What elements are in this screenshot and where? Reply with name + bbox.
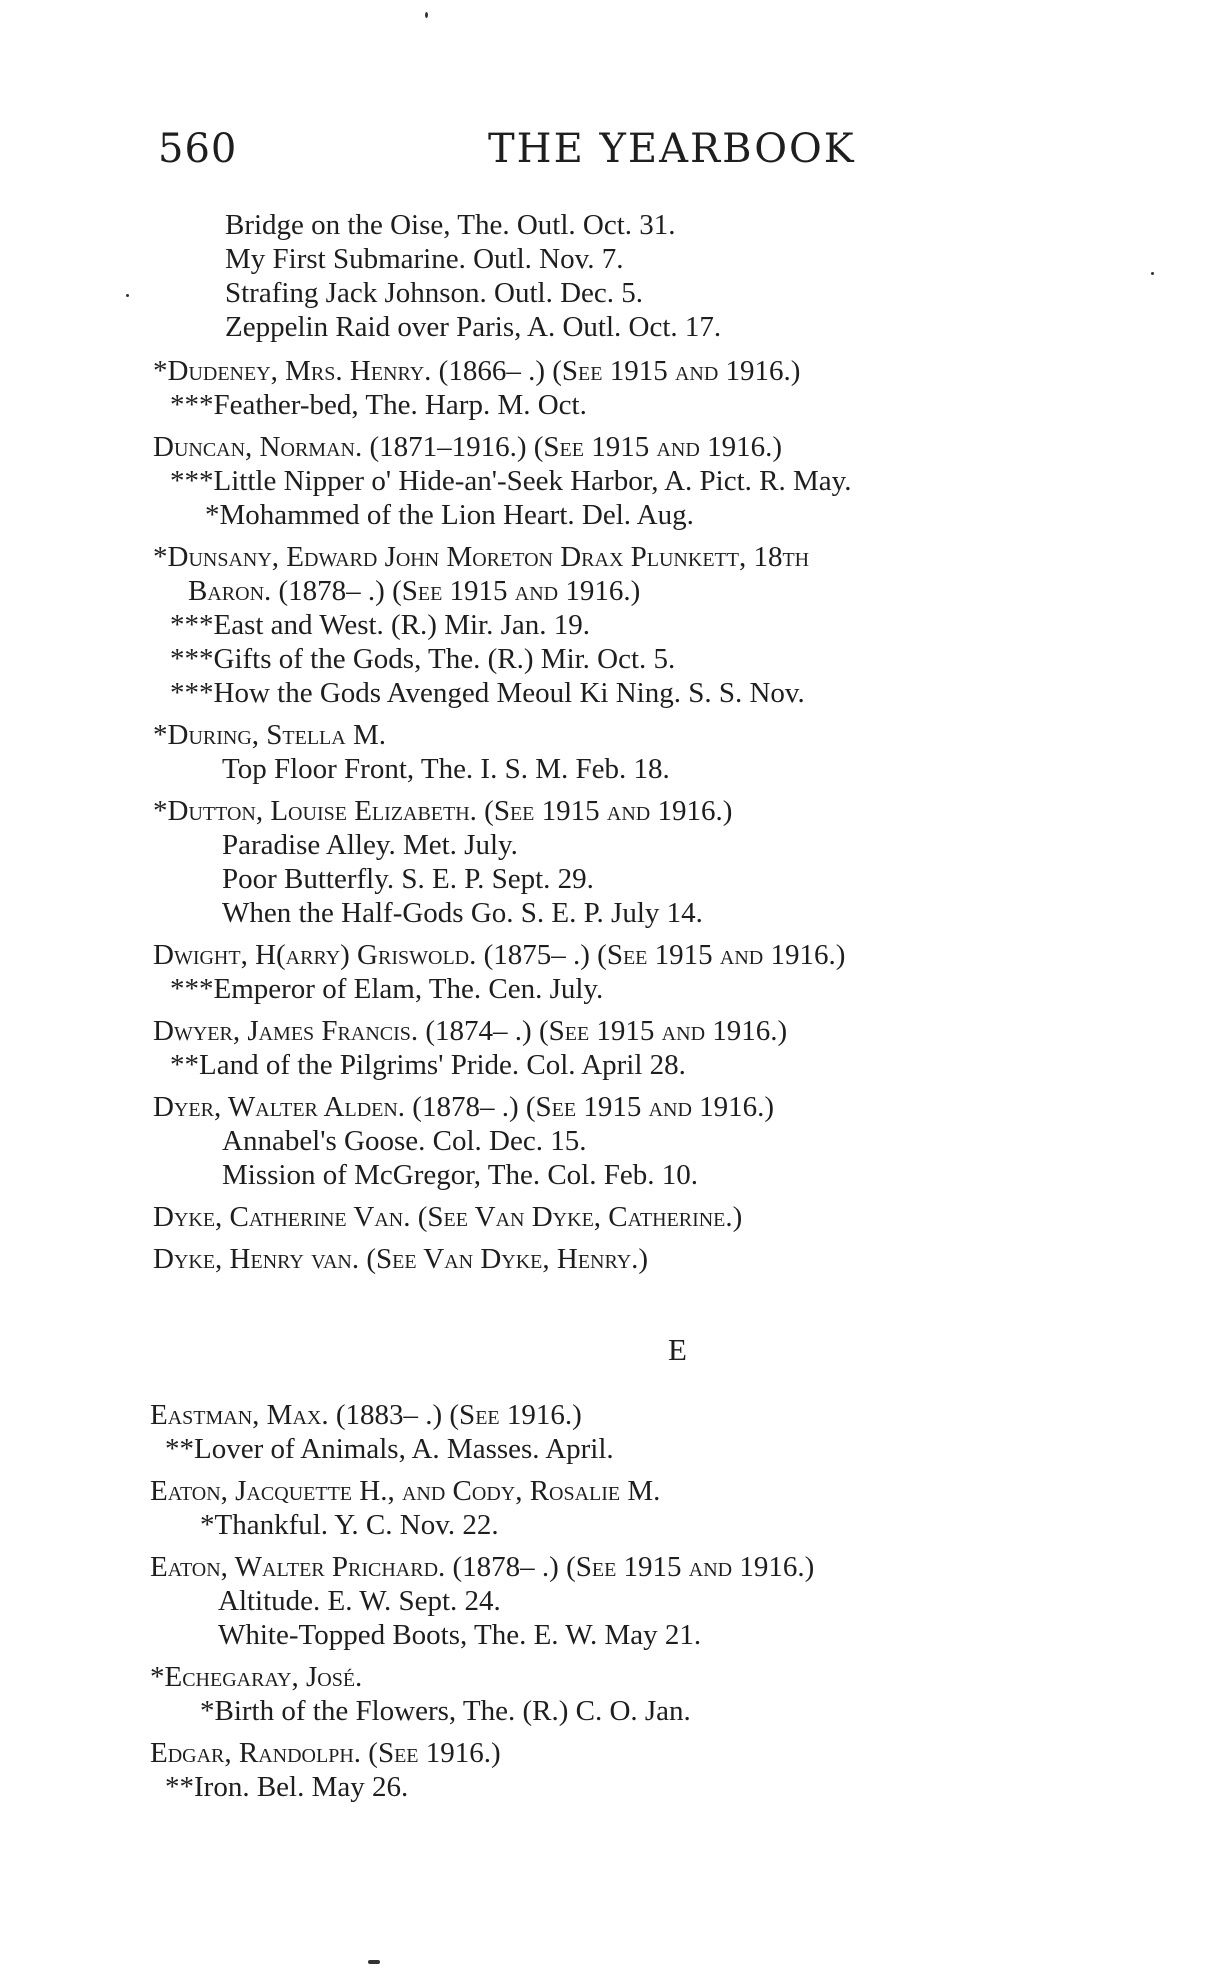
- entry-line: Top Floor Front, The. I. S. M. Feb. 18.: [222, 753, 670, 785]
- entry-line: My First Submarine. Outl. Nov. 7.: [225, 243, 624, 275]
- print-speck: [368, 1960, 380, 1964]
- author-line: Eastman, Max. (1883– .) (See 1916.): [150, 1399, 582, 1431]
- entry-line: ***How the Gods Avenged Meoul Ki Ning. S. S. Nov.: [170, 677, 805, 709]
- page-number: 560: [158, 126, 238, 172]
- entry-line: *Birth of the Flowers, The. (R.) C. O. Jan.: [200, 1695, 691, 1727]
- entry-line: **Land of the Pilgrims' Pride. Col. April 28.: [170, 1049, 686, 1081]
- print-speck: [1151, 272, 1154, 275]
- author-line: Eaton, Walter Prichard. (1878– .) (See 1915 and 1916.): [150, 1551, 815, 1583]
- entry-line: **Iron. Bel. May 26.: [165, 1771, 409, 1803]
- entry-line: *Mohammed of the Lion Heart. Del. Aug.: [205, 499, 694, 531]
- author-line: *Dudeney, Mrs. Henry. (1866– .) (See 1915 and 1916.): [153, 355, 801, 387]
- entry-line: **Lover of Animals, A. Masses. April.: [165, 1433, 614, 1465]
- author-line: *Dutton, Louise Elizabeth. (See 1915 and 1916.): [153, 795, 733, 827]
- author-line: *Dunsany, Edward John Moreton Drax Plunkett, 18th: [153, 541, 810, 573]
- entry-line: Zeppelin Raid over Paris, A. Outl. Oct. 17.: [225, 311, 722, 343]
- entry-line: ***Little Nipper o' Hide-an'-Seek Harbor, A. Pict. R. May.: [170, 465, 852, 497]
- section-letter: E: [668, 1332, 687, 1367]
- author-line: Dwight, H(arry) Griswold. (1875– .) (See 1915 and 1916.): [153, 939, 846, 971]
- entry-line: ***Feather-bed, The. Harp. M. Oct.: [170, 389, 587, 421]
- entry-line: Bridge on the Oise, The. Outl. Oct. 31.: [225, 209, 676, 241]
- author-line-continued: Baron. (1878– .) (See 1915 and 1916.): [188, 575, 641, 607]
- entry-line: Altitude. E. W. Sept. 24.: [218, 1585, 501, 1617]
- author-line: *During, Stella M.: [153, 719, 386, 751]
- author-line: Duncan, Norman. (1871–1916.) (See 1915 and 1916.): [153, 431, 782, 463]
- author-line: Dyke, Henry van. (See Van Dyke, Henry.): [153, 1243, 649, 1275]
- entry-line: White-Topped Boots, The. E. W. May 21.: [218, 1619, 702, 1651]
- entry-line: Strafing Jack Johnson. Outl. Dec. 5.: [225, 277, 644, 309]
- print-speck: [425, 12, 428, 18]
- author-line: *Echegaray, José.: [150, 1661, 363, 1693]
- author-line: Eaton, Jacquette H., and Cody, Rosalie M.: [150, 1475, 661, 1507]
- entry-line: *Thankful. Y. C. Nov. 22.: [200, 1509, 499, 1541]
- entry-line: ***Gifts of the Gods, The. (R.) Mir. Oct. 5.: [170, 643, 676, 675]
- running-head: THE YEARBOOK: [488, 126, 856, 172]
- author-line: Dyke, Catherine Van. (See Van Dyke, Catherine.): [153, 1201, 743, 1233]
- author-line: Edgar, Randolph. (See 1916.): [150, 1737, 501, 1769]
- entry-line: ***Emperor of Elam, The. Cen. July.: [170, 973, 604, 1005]
- entry-line: Poor Butterfly. S. E. P. Sept. 29.: [222, 863, 594, 895]
- entry-line: Mission of McGregor, The. Col. Feb. 10.: [222, 1159, 698, 1191]
- entry-line: Paradise Alley. Met. July.: [222, 829, 518, 861]
- entry-line: When the Half-Gods Go. S. E. P. July 14.: [222, 897, 703, 929]
- page-header: [158, 126, 878, 186]
- author-line: Dyer, Walter Alden. (1878– .) (See 1915 and 1916.): [153, 1091, 775, 1123]
- author-line: Dwyer, James Francis. (1874– .) (See 1915 and 1916.): [153, 1015, 788, 1047]
- entry-line: ***East and West. (R.) Mir. Jan. 19.: [170, 609, 591, 641]
- entry-line: Annabel's Goose. Col. Dec. 15.: [222, 1125, 587, 1157]
- print-speck: [126, 294, 129, 297]
